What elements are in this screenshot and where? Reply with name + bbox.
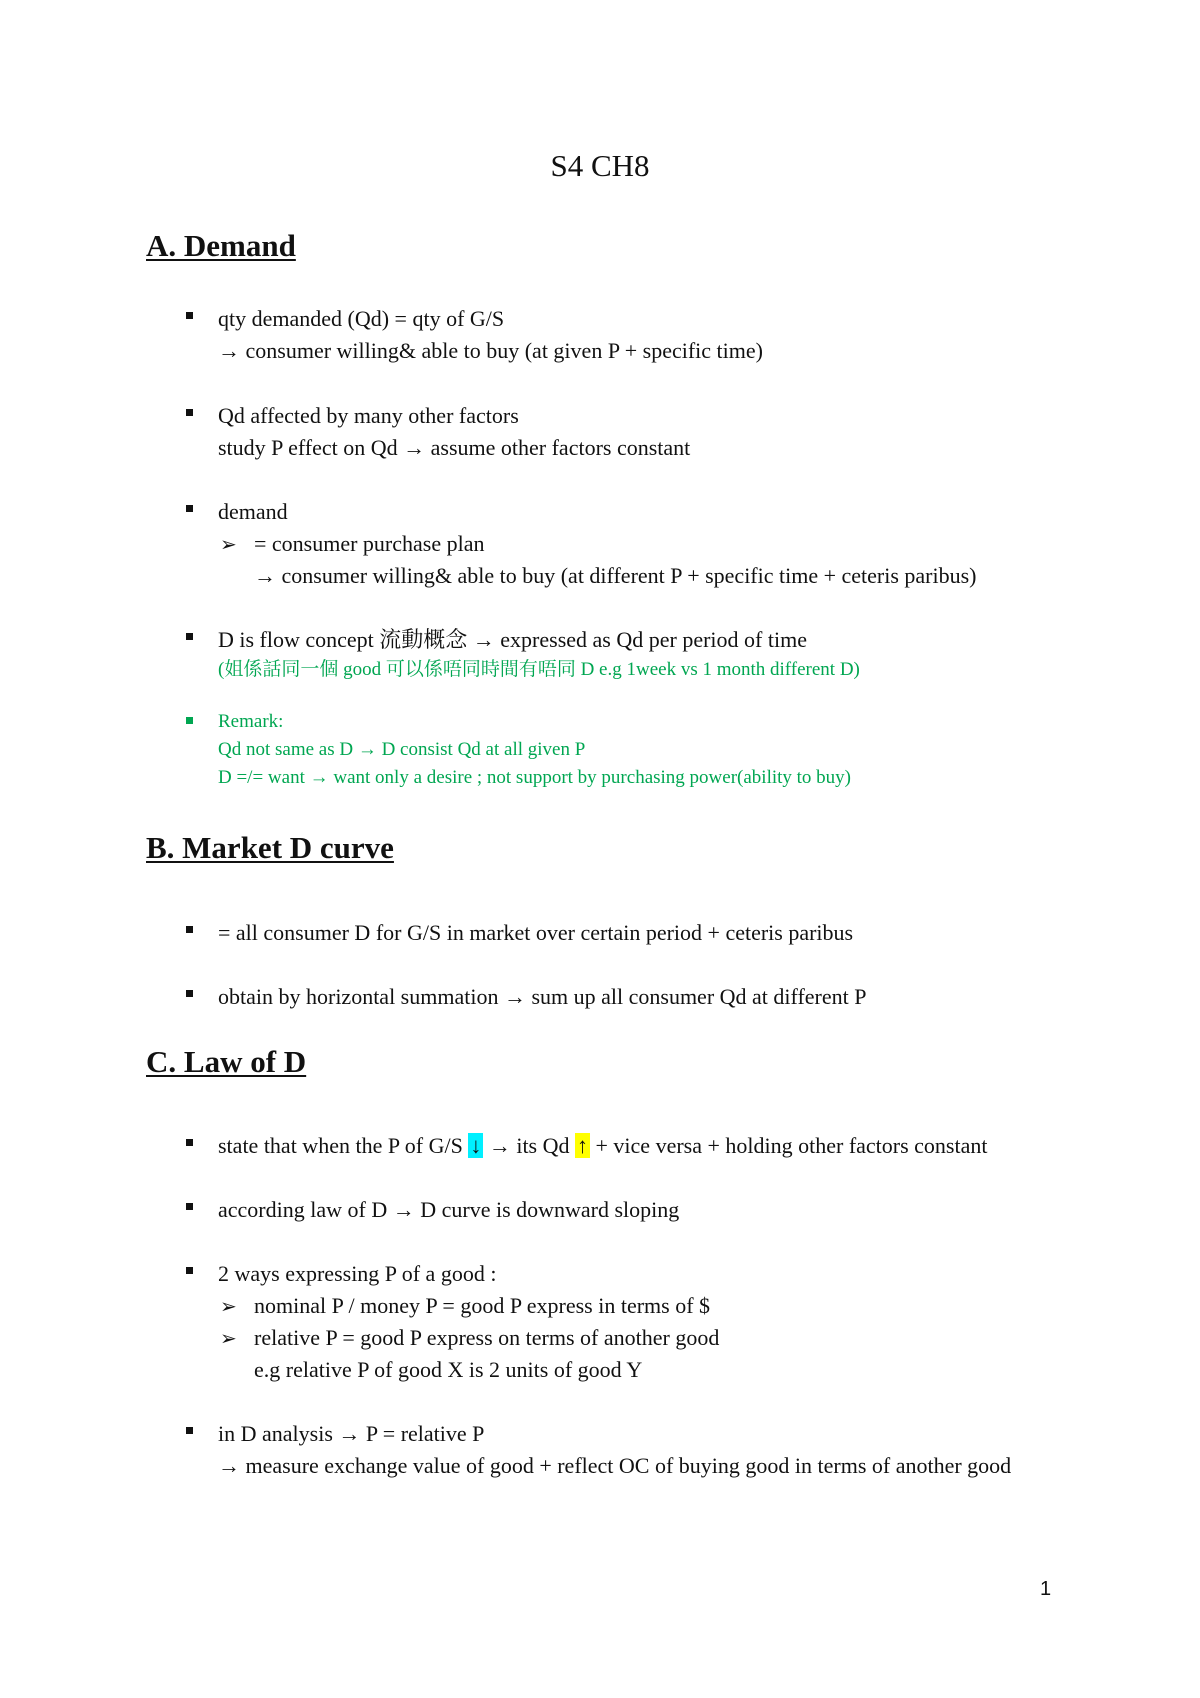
bullet-line: → consumer willing& able to buy (at given P + specific time) [218, 338, 763, 363]
square-bullet-icon [186, 990, 193, 997]
sub-bullet-line [218, 1290, 1118, 1322]
bullet-line: qty demanded (Qd) = qty of G/S [218, 306, 505, 331]
bullet-item-ways-expressing-p [218, 1258, 1118, 1386]
square-bullet-icon [186, 1203, 193, 1210]
square-bullet-icon [186, 1267, 193, 1274]
sub-bullet-text: relative P = good P express on terms of another good [254, 1325, 720, 1350]
bullet-item-remark [218, 708, 1118, 792]
bullet-line: D is flow concept 流動概念 → expressed as Qd per period of time [218, 627, 807, 652]
square-bullet-icon [186, 409, 193, 416]
square-bullet-icon [186, 926, 193, 933]
section-heading-law-of-d: C. Law of D [146, 1044, 307, 1079]
bullet-note: (姐係話同一個 good 可以係唔同時間有唔同 D e.g 1week vs 1 month different D) [218, 659, 860, 680]
sub-bullet-text: nominal P / money P = good P express in terms of $ [254, 1293, 711, 1318]
bullet-item-law-statement [218, 1130, 1118, 1162]
up-arrow-icon: ↑ [577, 1133, 589, 1158]
remark-line: D =/= want → want only a desire ; not support by purchasing power(ability to buy) [218, 767, 852, 788]
bullet-line: demand [218, 499, 288, 524]
sub-bullet-line [218, 1322, 1118, 1354]
bullet-line: 2 ways expressing P of a good : [218, 1261, 497, 1286]
square-bullet-icon [186, 633, 193, 640]
bullet-item-horizontal-summation [218, 981, 1118, 1013]
bullet-item-demand [218, 496, 1118, 592]
bullet-line: Qd affected by many other factors [218, 403, 519, 428]
law-text-part3: + vice versa + holding other factors constant [590, 1133, 988, 1158]
example-line: e.g relative P of good X is 2 units of good Y [254, 1357, 643, 1382]
section-heading-market-d-curve: B. Market D curve [146, 830, 394, 865]
arrowhead-bullet-icon: ➢ [220, 1294, 237, 1318]
square-bullet-icon [186, 1427, 193, 1434]
square-bullet-icon [186, 505, 193, 512]
law-text-part1: state that when the P of G/S [218, 1133, 469, 1158]
bullet-line: in D analysis → P = relative P [218, 1421, 485, 1446]
square-bullet-icon [186, 312, 193, 319]
square-bullet-icon [186, 717, 193, 724]
page-title: S4 CH8 [550, 148, 650, 183]
bullet-line: → measure exchange value of good + reflect OC of buying good in terms of another good [218, 1453, 1012, 1478]
bullet-item-qty-demanded [218, 303, 1118, 367]
bullet-item-qd-factors [218, 400, 1118, 464]
sub-bullet-line [218, 528, 1118, 560]
bullet-item-flow-concept [218, 624, 1118, 684]
remark-label: Remark: [218, 711, 284, 732]
section-heading-demand: A. Demand [146, 228, 296, 263]
bullet-line: study P effect on Qd → assume other factors constant [218, 435, 691, 460]
law-text-part2: → its Qd [483, 1133, 576, 1158]
sub-bullet-text: = consumer purchase plan [254, 531, 485, 556]
page-number: 1 [1040, 1578, 1052, 1600]
bullet-line: → consumer willing& able to buy (at different P + specific time + ceteris paribus) [254, 563, 977, 588]
down-arrow-icon: ↓ [470, 1133, 482, 1158]
bullet-line: = all consumer D for G/S in market over certain period + ceteris paribus [218, 920, 854, 945]
remark-line: Qd not same as D → D consist Qd at all given P [218, 739, 586, 760]
bullet-line: according law of D → D curve is downward sloping [218, 1197, 680, 1222]
bullet-item-all-consumer-d [218, 917, 1118, 949]
square-bullet-icon [186, 1139, 193, 1146]
arrowhead-bullet-icon: ➢ [220, 532, 237, 556]
bullet-item-downward-sloping [218, 1194, 1118, 1226]
bullet-item-d-analysis [218, 1418, 1118, 1482]
arrowhead-bullet-icon: ➢ [220, 1326, 237, 1350]
bullet-line: obtain by horizontal summation → sum up all consumer Qd at different P [218, 984, 867, 1009]
bullet-line [218, 1130, 1118, 1162]
